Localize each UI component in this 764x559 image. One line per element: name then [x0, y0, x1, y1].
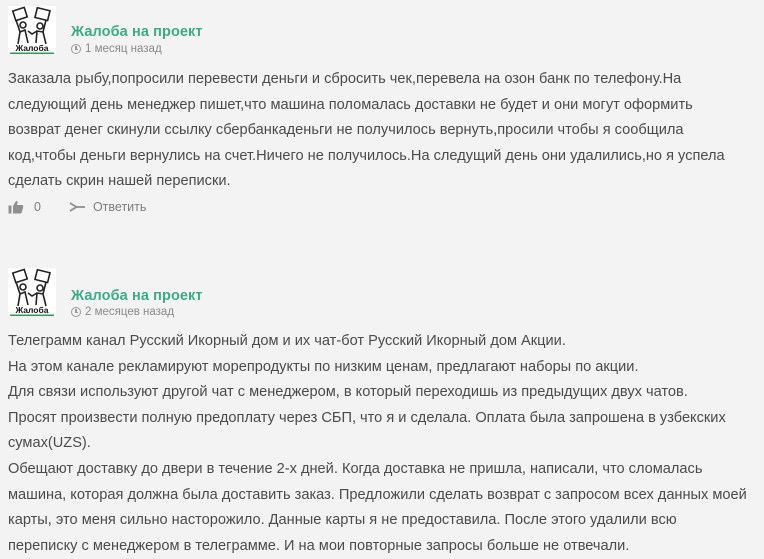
comment-line: карты, это меня сильно насторожило. Данные карты я не предоставила. После этого удалили всю — [8, 512, 677, 529]
comment-line: сумах(UZS). — [8, 435, 91, 452]
comment-line: возврат денег скинули ссылку сбербанкаденьги не получилось вернуть,просили чтобы я сообщила — [8, 122, 684, 139]
avatar[interactable] — [8, 6, 56, 54]
comment-line: Телеграмм канал Русский Икорный дом и их чат-бот Русский Икорный дом Акции. — [8, 333, 566, 349]
avatar-logo — [8, 268, 56, 316]
like-count: 0 — [34, 200, 41, 214]
comment-line: следующий день менеджер пишет,что машина поломалась доставки не будет и они могут оформить — [8, 96, 693, 113]
comment-author[interactable]: Жалоба на проект — [71, 288, 203, 304]
avatar-caption: Жалоба — [15, 305, 49, 315]
comment-time: 1 месяц назад — [85, 43, 162, 55]
comment-text — [8, 329, 753, 559]
avatar[interactable] — [8, 268, 56, 316]
comment-actions — [8, 200, 146, 214]
comment-line: Для связи используют другой чат с менеджером, в который переходишь из предыдущих двух чатов. — [8, 384, 688, 401]
reply-label: Ответить — [92, 200, 147, 214]
comment-line: сделать скрин нашей переписки. — [8, 173, 231, 190]
like-button[interactable] — [8, 200, 41, 214]
comment-time: 2 месяцев назад — [85, 306, 175, 318]
comment-line: На этом канале рекламируют морепродукты по низким ценам, предлагают наборы по акции. — [8, 358, 639, 375]
avatar-caption: Жалоба — [15, 43, 49, 53]
clock-icon — [71, 307, 81, 317]
comment-line: Просят произвести полную предоплату через СБП, что я и сделала. Оплата была запрошена в узбекских — [8, 409, 726, 426]
reply-arrow-icon — [69, 201, 86, 213]
comment-line: код,чтобы деньги вернулись на счет.Ничего не получилось.На следущий день они удалились,но я успела — [8, 147, 725, 164]
thumbs-up-icon — [8, 200, 24, 214]
avatar-logo — [8, 6, 56, 54]
comment-line: переписку с менеджером в телеграмме. И на мои повторные запросы больше не отвечали. — [8, 537, 630, 554]
comment-line: машина, которая должна была доставить заказ. Предложили сделать возврат с запросом всех данных моей — [8, 486, 747, 503]
clock-icon — [71, 44, 81, 54]
comment-text — [8, 67, 753, 195]
comment-line: Обещают доставку до двери в течение 2-х дней. Когда доставка не пришла, написали, что сломалась — [8, 460, 703, 477]
comment-line: Заказала рыбу,попросили перевести деньги и сбросить чек,перевела на озон банк по телефону.На — [8, 71, 682, 87]
reply-button[interactable] — [69, 200, 146, 214]
comment-meta — [71, 306, 174, 318]
comment-author[interactable]: Жалоба на проект — [71, 24, 203, 40]
comment-meta — [71, 43, 162, 55]
